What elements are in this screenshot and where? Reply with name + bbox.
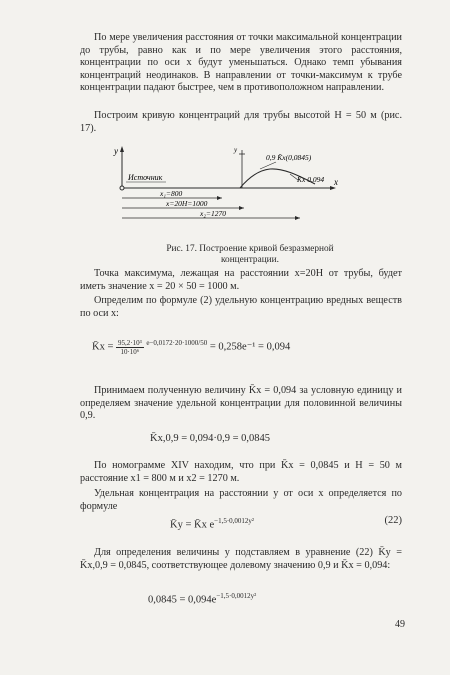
figure-17 [110,142,350,242]
label-kx: K̄x 0,094 [297,175,325,184]
figure-caption: Рис. 17. Построение кривой безразмерной концентрации. [166,244,334,265]
formula-substitution: $0,0845 = 0,094e^{-1,5\cdot 0,0012y^2}$ [148,592,257,606]
paragraph-6: По номограмме XIV находим, что при K̄x = 0,0845 и H = 50 м расстояние x1 = 800 м и x2 = 1270 м. [80,460,402,484]
paragraph-5: Принимаем полученную величину K̄x = 0,094 за условную единицу и определяем значение удельной концентрации для половинной величины 0,9. [80,385,402,422]
formula-kx09: K̄x,0,9 = 0,094·0,9 = 0,0845 [150,433,271,444]
x-axis-label: x [334,177,338,187]
source-label: Источник [128,173,163,182]
paragraph-7: Удельная концентрация на расстоянии y от оси x определяется по формуле [80,488,402,512]
source-point [120,186,124,190]
paragraph-1: По мере увеличения расстояния от точки максимальной концентрации до трубы, равно как и по мере увеличения этого расстояния, концентрации по оси x будут уменьшаться. Однако темп убывания концентраций неодинаков. В направлении от точки-максимум к трубе концентрации падают быстрее, чем в противоположном направлении. [80,32,402,94]
y-axis-arrow [120,146,124,152]
formula-kx: K̄x = $\frac{\text{95,2·10³}}{\text{10·10⁶}}$ $^{e-0,0172\cdot 20\cdot 1000/50}$ = 0,258e⁻¹ = 0,094 [92,338,291,356]
label-09kx: 0,9 K̄x(0,0845) [266,153,312,162]
y-axis-label: y [114,146,118,156]
paragraph-2: Построим кривую концентраций для трубы высотой H = 50 м (рис. 17). [80,110,402,134]
page-number: 49 [395,619,405,630]
label-x2: x₂=1270 [200,209,226,218]
paragraph-4: Определим по формуле (2) удельную концентрацию вредных веществ по оси x: [80,295,402,319]
paragraph-8: Для определения величины y подставляем в уравнение (22) K̄y = K̄x,0,9 = 0,0845, соответствующее долевому значению 0,9 и K̄x = 0,094: [80,547,402,571]
formula-ky: K̄y = K̄x $e^{-1,5\cdot 0,0012y^2}$ [170,517,255,531]
svg-text:y: y [234,146,238,154]
label-x: x=20H=1000 [166,199,208,208]
label-x1: x₁=800 [160,189,183,198]
equation-number: (22) [384,515,402,526]
paragraph-3: Точка максимума, лежащая на расстоянии x=20H от трубы, будет иметь значение x = 20 × 50 = 1000 м. [80,268,402,292]
